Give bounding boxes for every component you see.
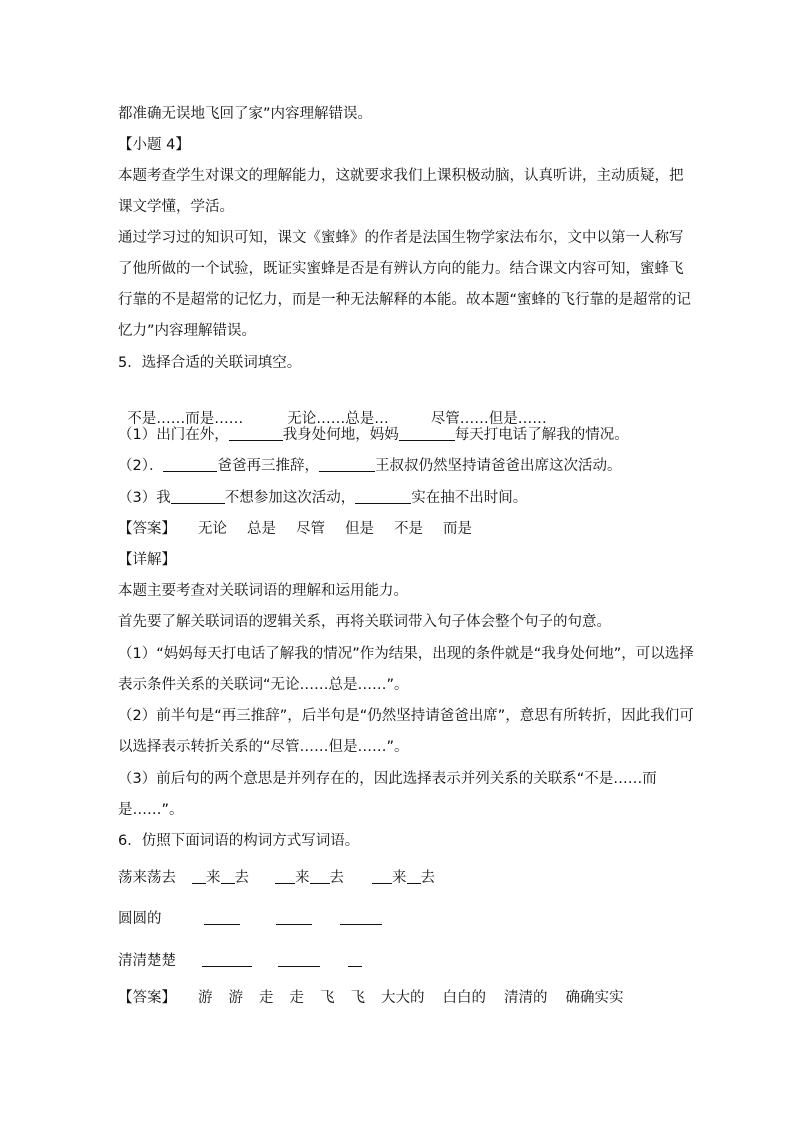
answer-item: 飞 (320, 990, 335, 1006)
sentence-1 (118, 425, 629, 445)
blank (202, 952, 252, 967)
blank (163, 457, 217, 472)
word-char: 来 (295, 870, 310, 886)
text-line: 通过学习过的知识可知，课文《蜜蜂》的作者是法国生物学家法布尔，文中以第一人称写 (118, 230, 684, 246)
blank (192, 869, 206, 884)
example-word: 清清楚楚 (118, 953, 176, 969)
question-5-title: 5．选择合适的关联词填空。 (118, 355, 302, 371)
subquestion-heading: 【小题 4】 (118, 137, 190, 153)
sentence-text: （2）． (118, 458, 164, 474)
sentence-text: 不想参加这次活动， (224, 490, 356, 506)
question-6-title: 6．仿照下面词语的构词方式写词语。 (118, 833, 360, 849)
option-2: 无论……总是… (287, 411, 389, 427)
word-row-2 (118, 909, 382, 929)
section-heading: 【详解】 (118, 552, 176, 568)
text-line: 了他所做的一个试验，既证实蜜蜂是否是有辨认方向的能力。结合课文内容可知，蜜蜂飞 (118, 261, 684, 277)
blank (319, 457, 375, 472)
sentence-text: 每天打电话了解我的情况。 (454, 427, 629, 443)
blank (355, 489, 411, 504)
blank (171, 489, 225, 504)
answer-item: 不是 (394, 521, 423, 537)
answer-row-6 (118, 988, 624, 1008)
blank (204, 910, 240, 925)
answer-item: 而是 (443, 521, 472, 537)
answer-item: 清清的 (504, 990, 548, 1006)
text-line: 课文学懂，学活。 (118, 199, 234, 215)
blank (229, 426, 283, 441)
answer-item: 尽管 (296, 521, 325, 537)
text-line: 表示条件关系的关联词“无论……总是……”。 (118, 677, 409, 693)
sentence-text: 实在抽不出时间。 (411, 490, 528, 506)
word-char: 来 (206, 870, 221, 886)
answer-item: 飞 (350, 990, 365, 1006)
sentence-text: （1）出门在外， (118, 427, 229, 443)
options-row (118, 389, 547, 429)
text-line: （3）前后句的两个意思是并列存在的，因此选择表示并列关系的关联系“不是……而 (118, 771, 657, 787)
text-line: 是……”。 (118, 802, 184, 818)
blank (278, 952, 320, 967)
word-row-1 (118, 868, 435, 888)
sentence-text: 爸爸再三推辞， (217, 458, 319, 474)
sentence-text: 王叔叔仍然坚持请爸爸出席这次活动。 (374, 458, 622, 474)
blank (276, 910, 312, 925)
answer-item: 白白的 (442, 990, 486, 1006)
answer-item: 游 (198, 990, 213, 1006)
answer-item: 走 (289, 990, 304, 1006)
word-char: 去 (234, 870, 249, 886)
text-line: 首先要了解关联词语的逻辑关系，再将关联词带入句子体会整个句子的句意。 (118, 614, 611, 630)
answer-item: 大大的 (381, 990, 425, 1006)
word-char: 去 (420, 870, 435, 886)
example-word: 圆圆的 (118, 911, 162, 927)
text-line: 都准确无误地飞回了家”内容理解错误。 (118, 106, 373, 122)
answer-item: 总是 (247, 521, 276, 537)
answer-item: 但是 (345, 521, 374, 537)
word-char: 去 (329, 870, 344, 886)
blank (310, 869, 330, 884)
blank (407, 869, 421, 884)
text-line: 本题考查学生对课文的理解能力，这就要求我们上课积极动脑，认真听讲，主动质疑，把 (118, 168, 684, 184)
text-line: 本题主要考查对关联词语的理解和运用能力。 (118, 583, 408, 599)
blank (372, 869, 392, 884)
answer-item: 游 (228, 990, 243, 1006)
answer-label: 【答案】 (118, 990, 176, 1006)
word-row-3 (118, 951, 362, 971)
blank (399, 426, 455, 441)
answer-item: 走 (259, 990, 274, 1006)
option-1: 不是……而是…… (127, 411, 244, 427)
answer-item: 无论 (198, 521, 227, 537)
sentence-2 (118, 456, 621, 476)
text-line: 行靠的不是超常的记忆力，而是一种无法解释的本能。故本题“蜜蜂的飞行靠的是超常的记 (118, 292, 692, 308)
sentence-text: （3）我 (118, 490, 171, 506)
text-line: （2）前半句是“再三推辞”，后半句是“仍然坚持请爸爸出席”，意思有所转折，因此我们可 (118, 708, 694, 724)
example-word: 荡来荡去 (118, 870, 176, 886)
blank (340, 910, 382, 925)
sentence-3 (118, 488, 527, 508)
answer-item: 确确实实 (565, 990, 624, 1006)
text-line: 以选择表示转折关系的“尽管……但是……”。 (118, 739, 409, 755)
sentence-text: 我身处何地，妈妈 (282, 427, 399, 443)
blank (348, 952, 362, 967)
text-line: （1）“妈妈每天打电话了解我的情况”作为结果，出现的条件就是“我身处何地”，可以选择 (118, 646, 694, 662)
blank (221, 869, 235, 884)
answer-row-5 (118, 519, 472, 539)
text-line: 忆力”内容理解错误。 (118, 323, 257, 339)
option-3: 尽管……但是…… (430, 411, 547, 427)
blank (275, 869, 295, 884)
word-char: 来 (392, 870, 407, 886)
answer-label: 【答案】 (118, 521, 176, 537)
